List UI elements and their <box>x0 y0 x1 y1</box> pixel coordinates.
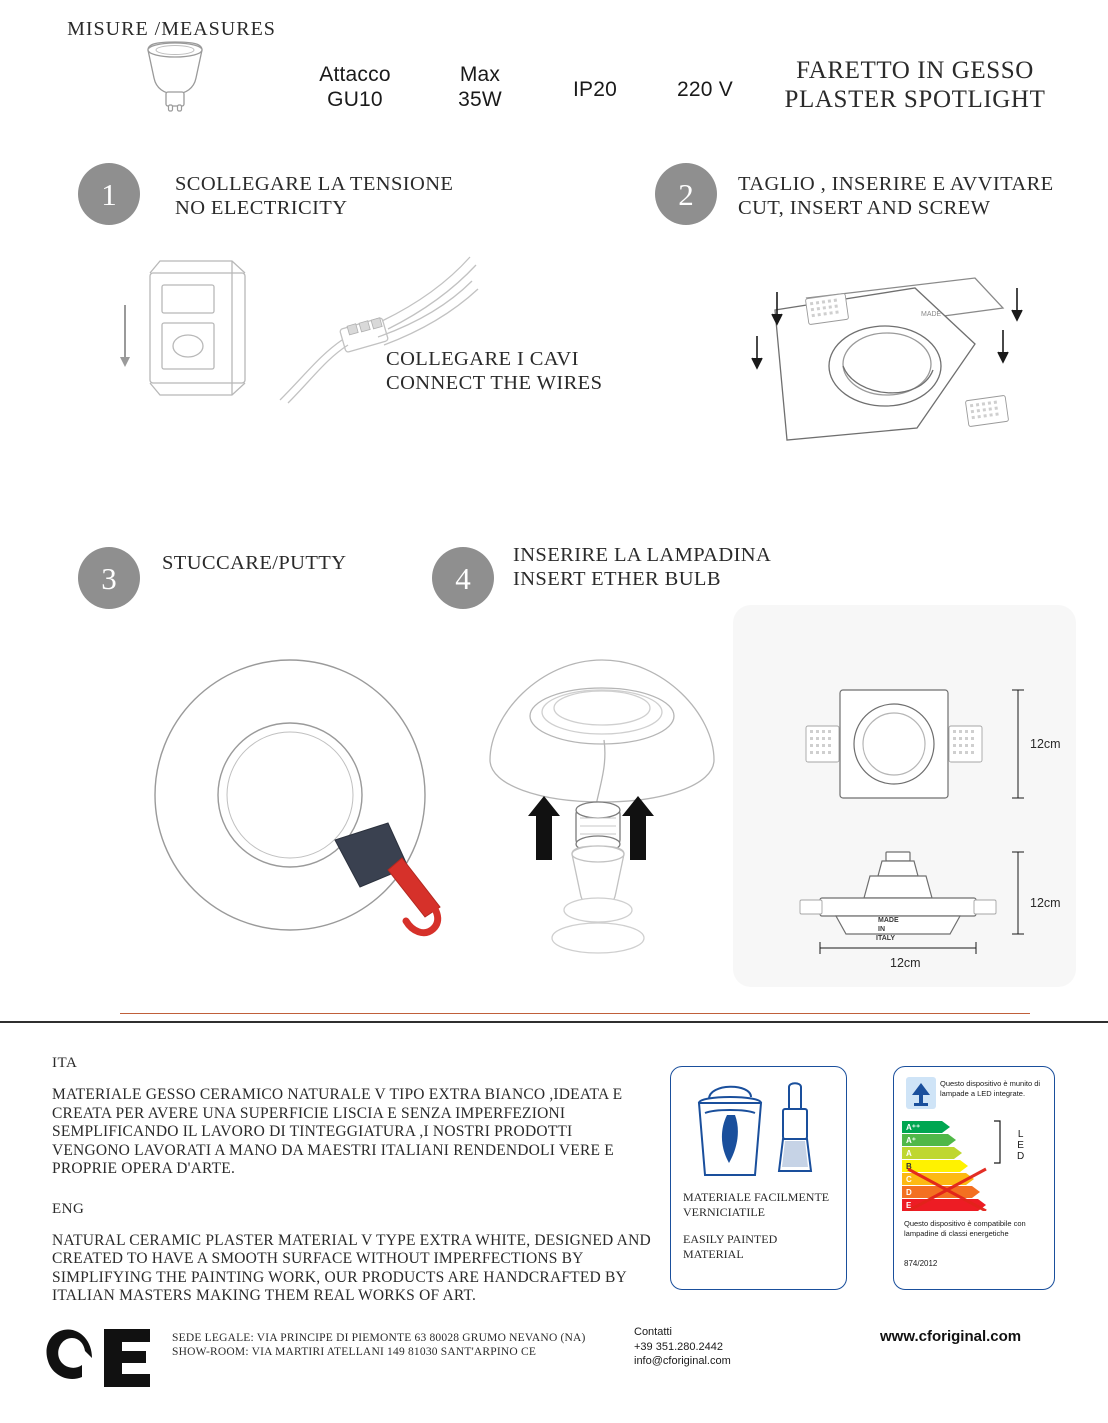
footer-phone[interactable]: +39 351.280.2442 <box>634 1340 724 1353</box>
footer-email[interactable]: info@cforiginal.com <box>634 1355 731 1367</box>
step-4-text-it: INSERIRE LA LAMPADINA <box>513 544 772 566</box>
step-4-badge <box>432 547 494 609</box>
step-1-illustration <box>120 245 640 425</box>
step-4-text <box>513 543 771 591</box>
measure-height-front: 12cm <box>1030 737 1061 751</box>
page-title <box>735 56 1095 114</box>
spec-max-power <box>440 62 520 112</box>
step-1-number: 1 <box>101 176 117 212</box>
divider-accent <box>120 1013 1030 1014</box>
footer-address-line1: SEDE LEGALE: VIA PRINCIPE DI PIEMONTE 63 80028 GRUMO NEVANO (NA) <box>172 1332 586 1344</box>
divider-main <box>0 1021 1108 1023</box>
footer-website[interactable]: www.cforiginal.com <box>880 1328 1022 1345</box>
connect-wires-it: COLLEGARE I CAVI <box>386 348 579 370</box>
svg-text:D: D <box>906 1188 912 1197</box>
led-regulation: 874/2012 <box>904 1259 938 1268</box>
paint-caption-it: MATERIALE FACILMENTE VERNICIATILE <box>683 1190 830 1219</box>
footer-contacts <box>634 1325 731 1369</box>
paintable-material-badge <box>670 1066 847 1290</box>
svg-text:A⁺⁺: A⁺⁺ <box>906 1123 921 1132</box>
measures-side-view <box>790 842 1040 972</box>
page-title-it: FARETTO IN GESSO <box>796 57 1034 84</box>
spec-ip-value: IP20 <box>573 78 617 101</box>
measure-height-side: 12cm <box>1030 896 1061 910</box>
connect-wires-text <box>386 347 602 395</box>
spec-attacco-label: Attacco <box>319 63 391 86</box>
step-3-badge <box>78 547 140 609</box>
connect-wires-en: CONNECT THE WIRES <box>386 372 603 394</box>
description-it: MATERIALE GESSO CERAMICO NATURALE V TIPO EXTRA BIANCO ,IDEATA E CREATA PER AVERE UNA SUPERFICIE LISCIA E SENZA IMPERFEZIONI SEMPLIFICANDO IL LAVORO DI TINTEGGIATURA ,I NOSTRI PRODOTTI VENGONO LAVORATI A MANO DA MAESTRI ITALIANI RENDENDOLI VERE E PROPRIE OPERA D'ARTE. <box>52 1086 623 1177</box>
footer-address-line2: SHOW-ROOM: VIA MARTIRI ATELLANI 149 81030 SANT'ARPINO CE <box>172 1346 537 1358</box>
svg-text:IN: IN <box>878 926 885 933</box>
svg-text:A: A <box>906 1149 912 1158</box>
lang-tag-en: ENG <box>52 1200 85 1217</box>
step-4-text-en: INSERT ETHER BULB <box>513 568 721 590</box>
spec-attacco <box>300 62 410 112</box>
ce-mark-icon <box>46 1325 156 1391</box>
gu10-bulb-icon <box>130 40 220 112</box>
footer-address <box>172 1331 586 1359</box>
spec-attacco-value: GU10 <box>327 88 383 111</box>
svg-text:A⁺: A⁺ <box>906 1136 916 1145</box>
step-4-number: 4 <box>455 560 471 596</box>
lang-tag-it: ITA <box>52 1055 78 1071</box>
step-3-text-it: STUCCARE/PUTTY <box>162 552 347 574</box>
spec-max-label: Max <box>459 63 501 86</box>
description-en: NATURAL CERAMIC PLASTER MATERIAL V TYPE EXTRA WHITE, DESIGNED AND CREATED TO HAVE A SMOOTH SURFACE WITHOUT IMPERFECTIONS BY SIMPLIFYING THE PAINTING WORK, OUR PRODUCTS ARE HANDCRAFTED BY ITALIAN MASTERS MAKING THEM REAL WORKS OF ART. <box>52 1231 651 1304</box>
step-2-badge <box>655 163 717 225</box>
led-bottom-text: Questo dispositivo è compatibile con lampadine di classi energetiche <box>904 1219 1026 1238</box>
spec-voltage-value: 220 V <box>677 78 733 101</box>
step-2-text-it: TAGLIO , INSERIRE E AVVITARE <box>738 173 1054 195</box>
step-2-illustration <box>745 258 1055 458</box>
step-1-text <box>175 172 453 220</box>
svg-text:B: B <box>906 1162 912 1171</box>
step-1-text-en: NO ELECTRICITY <box>175 197 348 219</box>
energy-class-chart <box>902 1119 1014 1211</box>
step-4-illustration <box>480 620 730 990</box>
measures-front-view <box>790 680 1040 810</box>
page-title-en: PLASTER SPOTLIGHT <box>784 86 1046 113</box>
step-1-badge <box>78 163 140 225</box>
step-3-text <box>162 551 346 575</box>
spec-max-value: 35W <box>458 88 502 111</box>
svg-text:MADE: MADE <box>921 311 942 318</box>
led-letters: L E D <box>1017 1129 1025 1162</box>
step-2-number: 2 <box>678 176 694 212</box>
step-3-illustration <box>150 655 480 945</box>
description-block <box>52 1055 652 1328</box>
step-2-text-en: CUT, INSERT AND SCREW <box>738 197 991 219</box>
svg-text:MADE: MADE <box>878 917 899 924</box>
step-3-number: 3 <box>101 560 117 596</box>
paint-caption-en: EASILY PAINTED MATERIAL <box>683 1232 778 1261</box>
measure-width: 12cm <box>890 956 921 970</box>
step-2-text <box>738 172 1054 220</box>
led-lamp-icon <box>906 1077 936 1109</box>
step-1-text-it: SCOLLEGARE LA TENSIONE <box>175 173 454 195</box>
paint-bucket-icon <box>685 1079 833 1184</box>
svg-text:C: C <box>906 1175 912 1184</box>
svg-text:ITALY: ITALY <box>876 935 896 942</box>
spec-ip-rating <box>555 77 635 102</box>
led-compatibility-badge <box>893 1066 1055 1290</box>
measures-title: MISURE /MEASURES <box>67 18 276 40</box>
svg-text:E: E <box>906 1201 912 1210</box>
footer-contacts-label: Contatti <box>634 1326 672 1338</box>
led-top-text: Questo dispositivo è munito di lampade a LED integrate. <box>940 1079 1041 1098</box>
